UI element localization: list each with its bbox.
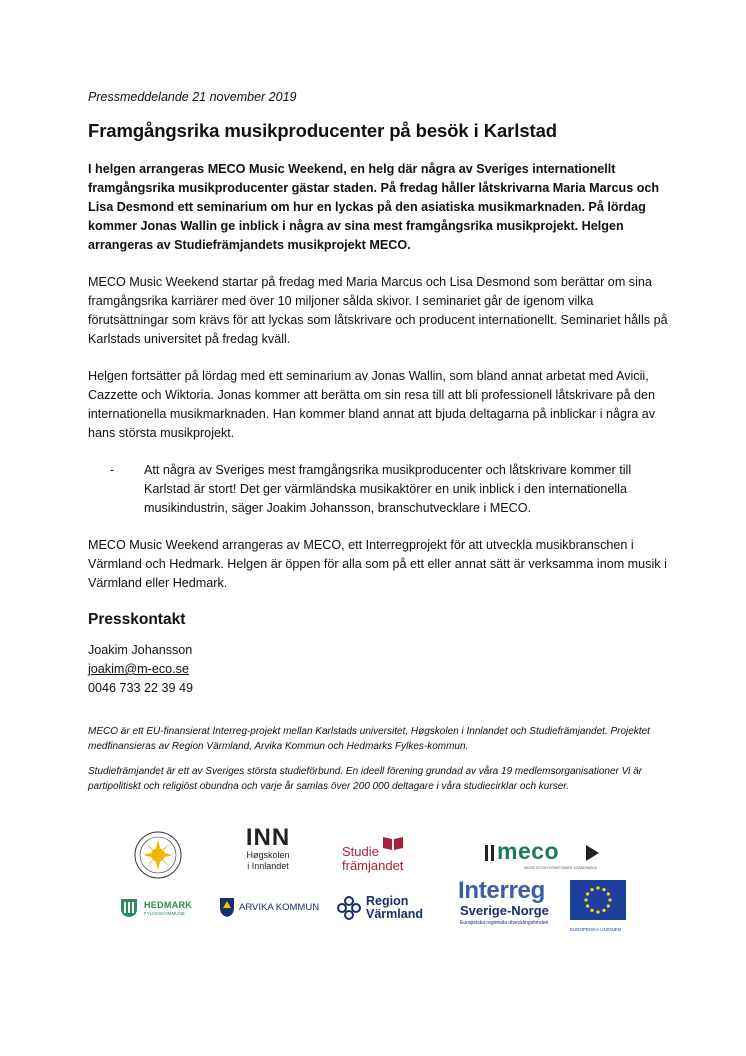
- eu-flag-icon: [570, 880, 626, 920]
- contact-name: Joakim Johansson: [88, 643, 193, 657]
- eu-logo: [570, 880, 628, 930]
- book-icon: [382, 835, 404, 851]
- region-varmland-logo: [336, 893, 436, 925]
- contact-phone: 0046 733 22 39 49: [88, 681, 194, 695]
- karlstad-sun-icon: [133, 830, 183, 880]
- studiefr-line1: Studie: [342, 844, 379, 859]
- quote-text: Att några av Sveriges mest framgångsrika musikproducenter och låtskrivare kommer till Karlstad är stort! Det ger värmländska musikaktörer en unik inblick i den internationella musikindustrin, säger Joakim Johansson, branschutvecklare i MECO.: [144, 463, 632, 515]
- studiefr-line2: främjandet: [342, 858, 404, 873]
- meco-wordmark: meco: [497, 838, 560, 864]
- quote-dash: -: [110, 463, 115, 477]
- meco-logo: [484, 840, 604, 874]
- arvika-crest-icon: [219, 896, 235, 918]
- eu-star: [607, 892, 610, 895]
- footer-note-studiefr: Studiefrämjandet är ett av Sveriges största studieförbund. En ideell förening grundad av våra 19 medlemsorganisationer Vi är partipolitiskt och religiöst obundna och varje år samlas över 200 000 deltagare i våra studiecirklar och kurser.: [88, 766, 643, 792]
- body-paragraph-2: Helgen fortsätter på lördag med ett seminarium av Jonas Wallin, som bland annat arbetat med Avicii, Cazzette och Wiktoria. Jonas kommer att berätta om sin resa till att bli professionell låtskrivare på den internationella musikmarknaden. Han kommer bland annat att bjuda deltagarna på inblickar i några av hans största musikprojekt.: [88, 369, 656, 440]
- hedmark-name: HEDMARK: [144, 900, 193, 910]
- eu-star: [596, 910, 599, 913]
- flower-icon: [336, 895, 362, 921]
- eu-star: [608, 898, 611, 901]
- lead-paragraph: I helgen arrangeras MECO Music Weekend, en helg där några av Sveriges internationellt framgångsrika musikproducenter gästar staden. På fredag håller låtskrivarna Maria Marcus och Lisa Desmond ett seminarium om hur en lyckas på den asiatiska musikmarknaden. På lördag kommer Jonas Wallin ge inblick i några av sina mest framgångsrika musikprojekt. Helgen arrangeras av Studiefrämjandets musikprojekt MECO.: [88, 162, 660, 252]
- contact-heading: Presskontakt: [88, 611, 186, 628]
- arvika-name: ARVIKA KOMMUN: [239, 902, 320, 913]
- footer-notes: [88, 724, 668, 794]
- studiefr-logo: [340, 835, 420, 875]
- dateline: Pressmeddelande 21 november 2019: [88, 90, 297, 104]
- inn-name-line1: Høgskolen: [246, 850, 290, 860]
- body-paragraph-1: MECO Music Weekend startar på fredag med Maria Marcus och Lisa Desmond som berättar om sina framgångsrika karriärer med över 10 miljoner sålda skivor. I seminariet går de igenom vilka förutsättningar som krävs för att lyckas som låtskrivare och producent internationellt. Seminariet hålls på Karlstads universitet på fredag kväll.: [88, 275, 668, 346]
- play-icon: [584, 843, 600, 863]
- quote-block: [88, 461, 668, 518]
- eu-star: [590, 888, 593, 891]
- eu-star: [596, 886, 599, 889]
- eu-star: [586, 892, 589, 895]
- eu-star: [586, 904, 589, 907]
- eu-star: [584, 898, 587, 901]
- hedmark-shield-icon: [120, 898, 138, 918]
- meco-tagline: MUSIC ECOSYSTEMS INNER SCANDINAVIA: [524, 866, 597, 870]
- hedmark-sub: FYLKESKOMMUNE: [144, 911, 185, 916]
- karlstad-university-logo: [133, 830, 183, 880]
- inn-mark: INN: [245, 824, 291, 851]
- eu-caption: EUROPEISKA UNIONEN: [570, 927, 622, 932]
- eu-star: [602, 888, 605, 891]
- region-line1: Region: [366, 894, 409, 908]
- hedmark-logo: [120, 896, 200, 920]
- interreg-line2: Sverige-Norge: [460, 903, 549, 918]
- contact-block: [88, 641, 668, 698]
- closing-paragraph: MECO Music Weekend arrangeras av MECO, ett Interregprojekt för att utveckla musikbranschen i Värmland och Hedmark. Helgen är öppen för alla som på ett eller annat sätt är verksamma inom musik i Värmland eller Hedmark.: [88, 538, 667, 590]
- eu-star: [602, 909, 605, 912]
- eu-star: [590, 909, 593, 912]
- inn-logo: [232, 826, 304, 882]
- contact-email-link[interactable]: joakim@m-eco.se: [88, 662, 189, 676]
- interreg-sub: Europeiska regionala utvecklingsfonden: [460, 920, 549, 926]
- interreg-logo: [456, 877, 566, 928]
- meco-bars-icon: [484, 843, 496, 863]
- inn-name-line2: i Innlandet: [247, 861, 289, 871]
- footer-note-meco: MECO är ett EU-finansierat Interreg-projekt mellan Karlstads universitet, Høgskolen i Innlandet och Studiefrämjandet. Projektet medfinansieras av Region Värmland, Arvika Kommun och Hedmarks Fylkes-kommun.: [88, 726, 650, 752]
- headline: Framgångsrika musikproducenter på besök i Karlstad: [88, 120, 557, 141]
- region-line2: Värmland: [366, 907, 423, 921]
- eu-star: [607, 904, 610, 907]
- interreg-line1: Interreg: [458, 877, 545, 904]
- arvika-logo: [219, 896, 319, 920]
- document-body: [88, 90, 668, 804]
